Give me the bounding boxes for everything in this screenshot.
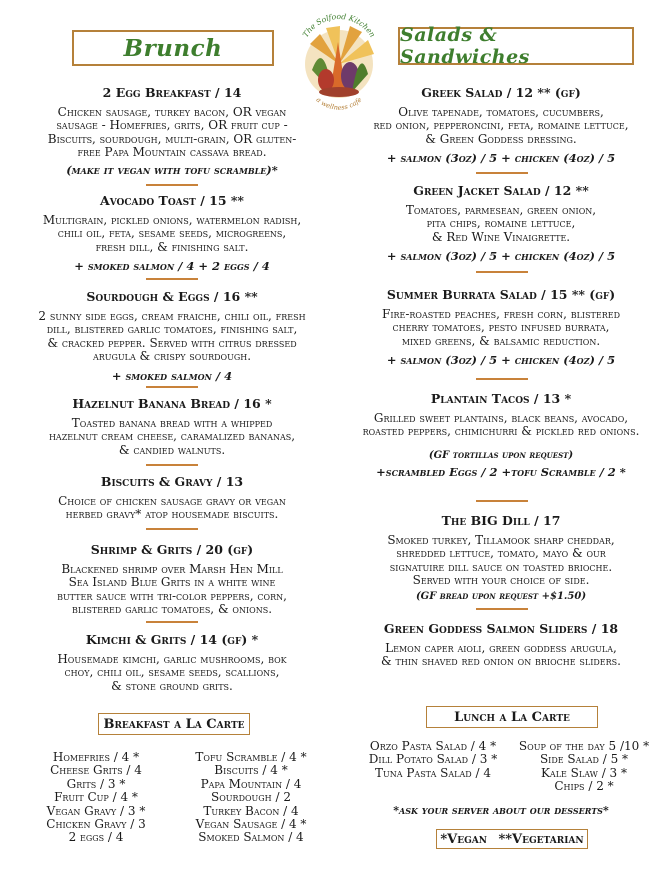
item-addon: + salmon (3oz) / 5 + chicken (4oz) / 5: [386, 151, 616, 166]
list-item: 2 eggs / 4: [68, 830, 124, 845]
logo-tagline: a wellness cafe: [314, 95, 364, 112]
menu-item: [12, 542, 332, 617]
list-item: Dill Potato Salad / 3 *: [368, 752, 498, 767]
divider: [476, 608, 528, 610]
item-note: (make it vegan with tofu scramble)*: [66, 162, 278, 177]
item-addon: + smoked salmon / 4: [111, 368, 233, 383]
list-item: Biscuits / 4 *: [214, 763, 288, 778]
list-item: Tofu Scramble / 4 *: [195, 750, 307, 764]
list-item: Side Salad / 5 *: [539, 752, 629, 767]
list-item: Cheese Grits / 4: [50, 763, 142, 778]
legend-vegetarian: **Vegetarian: [498, 831, 584, 847]
list-item: Homefries / 4 *: [52, 750, 140, 764]
divider: [146, 464, 198, 466]
breakfast-alc-list-1: [26, 751, 166, 845]
item-description: Blackened shrimp over Marsh Hen Mill Sea Island Blue Grits in a white wine butter sauce with tri-color peppers, corn, blistered garlic tomatoes, & onions.: [57, 562, 287, 617]
item-description: Grilled sweet plantains, black beans, avocado, roasted peppers, chimichurri & pickled red onions.: [362, 411, 640, 439]
list-item: Papa Mountain / 4: [200, 776, 302, 791]
menu-item: [340, 85, 662, 165]
menu-item: [12, 396, 332, 457]
item-addon: +scrambled Eggs / 2 +tofu Scramble / 2 *: [376, 464, 626, 479]
divider: [476, 378, 528, 380]
item-description: Tomatoes, parmesean, green onion, pita chips, romaine lettuce, & Red Wine Vinaigrette.: [405, 203, 597, 244]
list-item: Kale Slaw / 3 *: [540, 765, 628, 780]
list-item: Tuna Pasta Salad / 4: [375, 765, 491, 780]
list-item: Smoked Salmon / 4: [198, 830, 304, 845]
item-description: Smoked turkey, Tillamook sharp cheddar, shredded lettuce, tomato, mayo & our signatuire dill sauce on toasted brioche. Served with your choice of side.: [387, 533, 615, 588]
logo-arc-text: The Solfood Kitchen: [300, 11, 378, 39]
breakfast-alc-list-2: [176, 751, 326, 845]
list-item: Turkey Bacon / 4: [203, 803, 299, 818]
item-description: Chicken sausage, turkey bacon, OR vegan sausage - Homefries, grits, OR fruit cup - Biscuits, sourdough, multi-grain, OR gluten- free Papa Mountain cassava bread.: [47, 105, 297, 160]
item-name: Green Goddess Salmon Sliders / 18: [383, 621, 619, 636]
divider: [146, 184, 198, 186]
list-item: Vegan Gravy / 3 *: [46, 803, 146, 818]
menu-item: [12, 193, 332, 273]
item-name: The BIG Dill / 17: [441, 513, 561, 528]
item-name: Summer Burrata Salad / 15 ** (gf): [386, 287, 616, 302]
item-description: Multigrain, pickled onions, watermelon radish, chili oil, feta, sesame seeds, microgreens, fresh dill, & finishing salt.: [42, 213, 302, 254]
list-item: Soup of the day 5 /10 *: [518, 739, 650, 753]
item-addon: + smoked salmon / 4 + 2 eggs / 4: [74, 259, 270, 274]
menu-item: [12, 474, 332, 522]
divider: [146, 278, 198, 280]
divider: [146, 528, 198, 530]
list-item: Chicken Gravy / 3: [46, 817, 146, 832]
item-description: Choice of chicken sausage gravy or vegan herbed gravy* atop housemade biscuits.: [58, 494, 286, 522]
diet-legend: [436, 829, 588, 849]
item-addon: + salmon (3oz) / 5 + chicken (4oz) / 5: [386, 249, 616, 264]
brunch-heading-box: [72, 30, 274, 66]
menu-item: [12, 85, 332, 177]
lunch-alc-list-1: [358, 740, 508, 780]
desserts-note-text: *ask your server about our desserts*: [393, 804, 609, 817]
menu-item: [340, 183, 662, 263]
menu-item: [12, 632, 332, 693]
item-name: Avocado Toast / 15 **: [100, 193, 244, 208]
list-item: Sourdough / 2: [211, 790, 291, 805]
desserts-note: [340, 804, 662, 818]
list-item: Grits / 3 *: [66, 776, 126, 791]
menu-item: [340, 391, 662, 479]
divider: [476, 500, 528, 502]
divider: [146, 621, 198, 623]
item-description: Toasted banana bread with a whipped hazelnut cream cheese, caramalized bananas, & candied walnuts.: [48, 416, 296, 457]
menu-item: [340, 287, 662, 367]
item-name: Biscuits & Gravy / 13: [100, 474, 244, 489]
menu-item: [12, 289, 332, 383]
item-note: (GF tortillas upon request): [428, 449, 574, 461]
item-description: Fire-roasted peaches, fresh corn, blistered cherry tomatoes, pesto infused burrata, mixed greens, & balsamic reduction.: [382, 307, 620, 348]
menu-item: [340, 621, 662, 669]
list-item: Orzo Pasta Salad / 4 *: [369, 739, 497, 753]
item-name: Shrimp & Grits / 20 (gf): [90, 542, 254, 557]
list-item: Fruit Cup / 4 *: [54, 790, 138, 805]
item-name: Greek Salad / 12 ** (gf): [421, 85, 581, 100]
lunch-alc-list-2: [506, 740, 662, 794]
divider: [476, 271, 528, 273]
item-name: Sourdough & Eggs / 16 **: [86, 289, 258, 304]
item-name: Green Jacket Salad / 12 **: [413, 183, 589, 198]
menu-item: [340, 513, 662, 603]
lunch-alc-heading: Lunch a La Carte: [454, 709, 570, 725]
item-description: 2 sunny side eggs, cream fraiche, chili oil, fresh dill, blistered garlic tomatoes, finishing salt, & cracked pepper. Served with citrus dressed arugula & crispy sourdough.: [38, 309, 306, 364]
item-description: Olive tapenade, tomatoes, cucumbers, red onion, pepperoncini, feta, romaine lettuce, & Green Goddess dressing.: [373, 105, 629, 146]
legend-vegan: *Vegan: [440, 831, 487, 847]
salads-heading: Salads & Sandwiches: [400, 24, 530, 68]
divider: [146, 386, 198, 388]
breakfast-alc-heading-box: [98, 713, 250, 735]
brunch-heading: Brunch: [123, 34, 223, 62]
salads-heading-box: [398, 24, 634, 68]
lunch-alc-heading-box: [426, 706, 598, 728]
item-description: Lemon caper aioli, green goddess arugula, & thin shaved red onion on brioche sliders.: [381, 641, 621, 669]
item-name: Plantain Tacos / 13 *: [430, 391, 572, 406]
divider: [476, 172, 528, 174]
item-name: Kimchi & Grits / 14 (gf) *: [85, 632, 259, 647]
item-name: 2 Egg Breakfast / 14: [102, 85, 242, 100]
item-note: (GF bread upon request +$1.50): [415, 590, 587, 602]
item-addon: + salmon (3oz) / 5 + chicken (4oz) / 5: [386, 353, 616, 368]
breakfast-alc-heading: Breakfast a La Carte: [103, 716, 245, 732]
item-description: Housemade kimchi, garlic mushrooms, bok choy, chili oil, sesame seeds, scallions, & stone ground grits.: [57, 652, 287, 693]
list-item: Vegan Sausage / 4 *: [195, 817, 307, 832]
item-name: Hazelnut Banana Bread / 16 *: [72, 396, 272, 411]
list-item: Chips / 2 *: [554, 779, 614, 794]
